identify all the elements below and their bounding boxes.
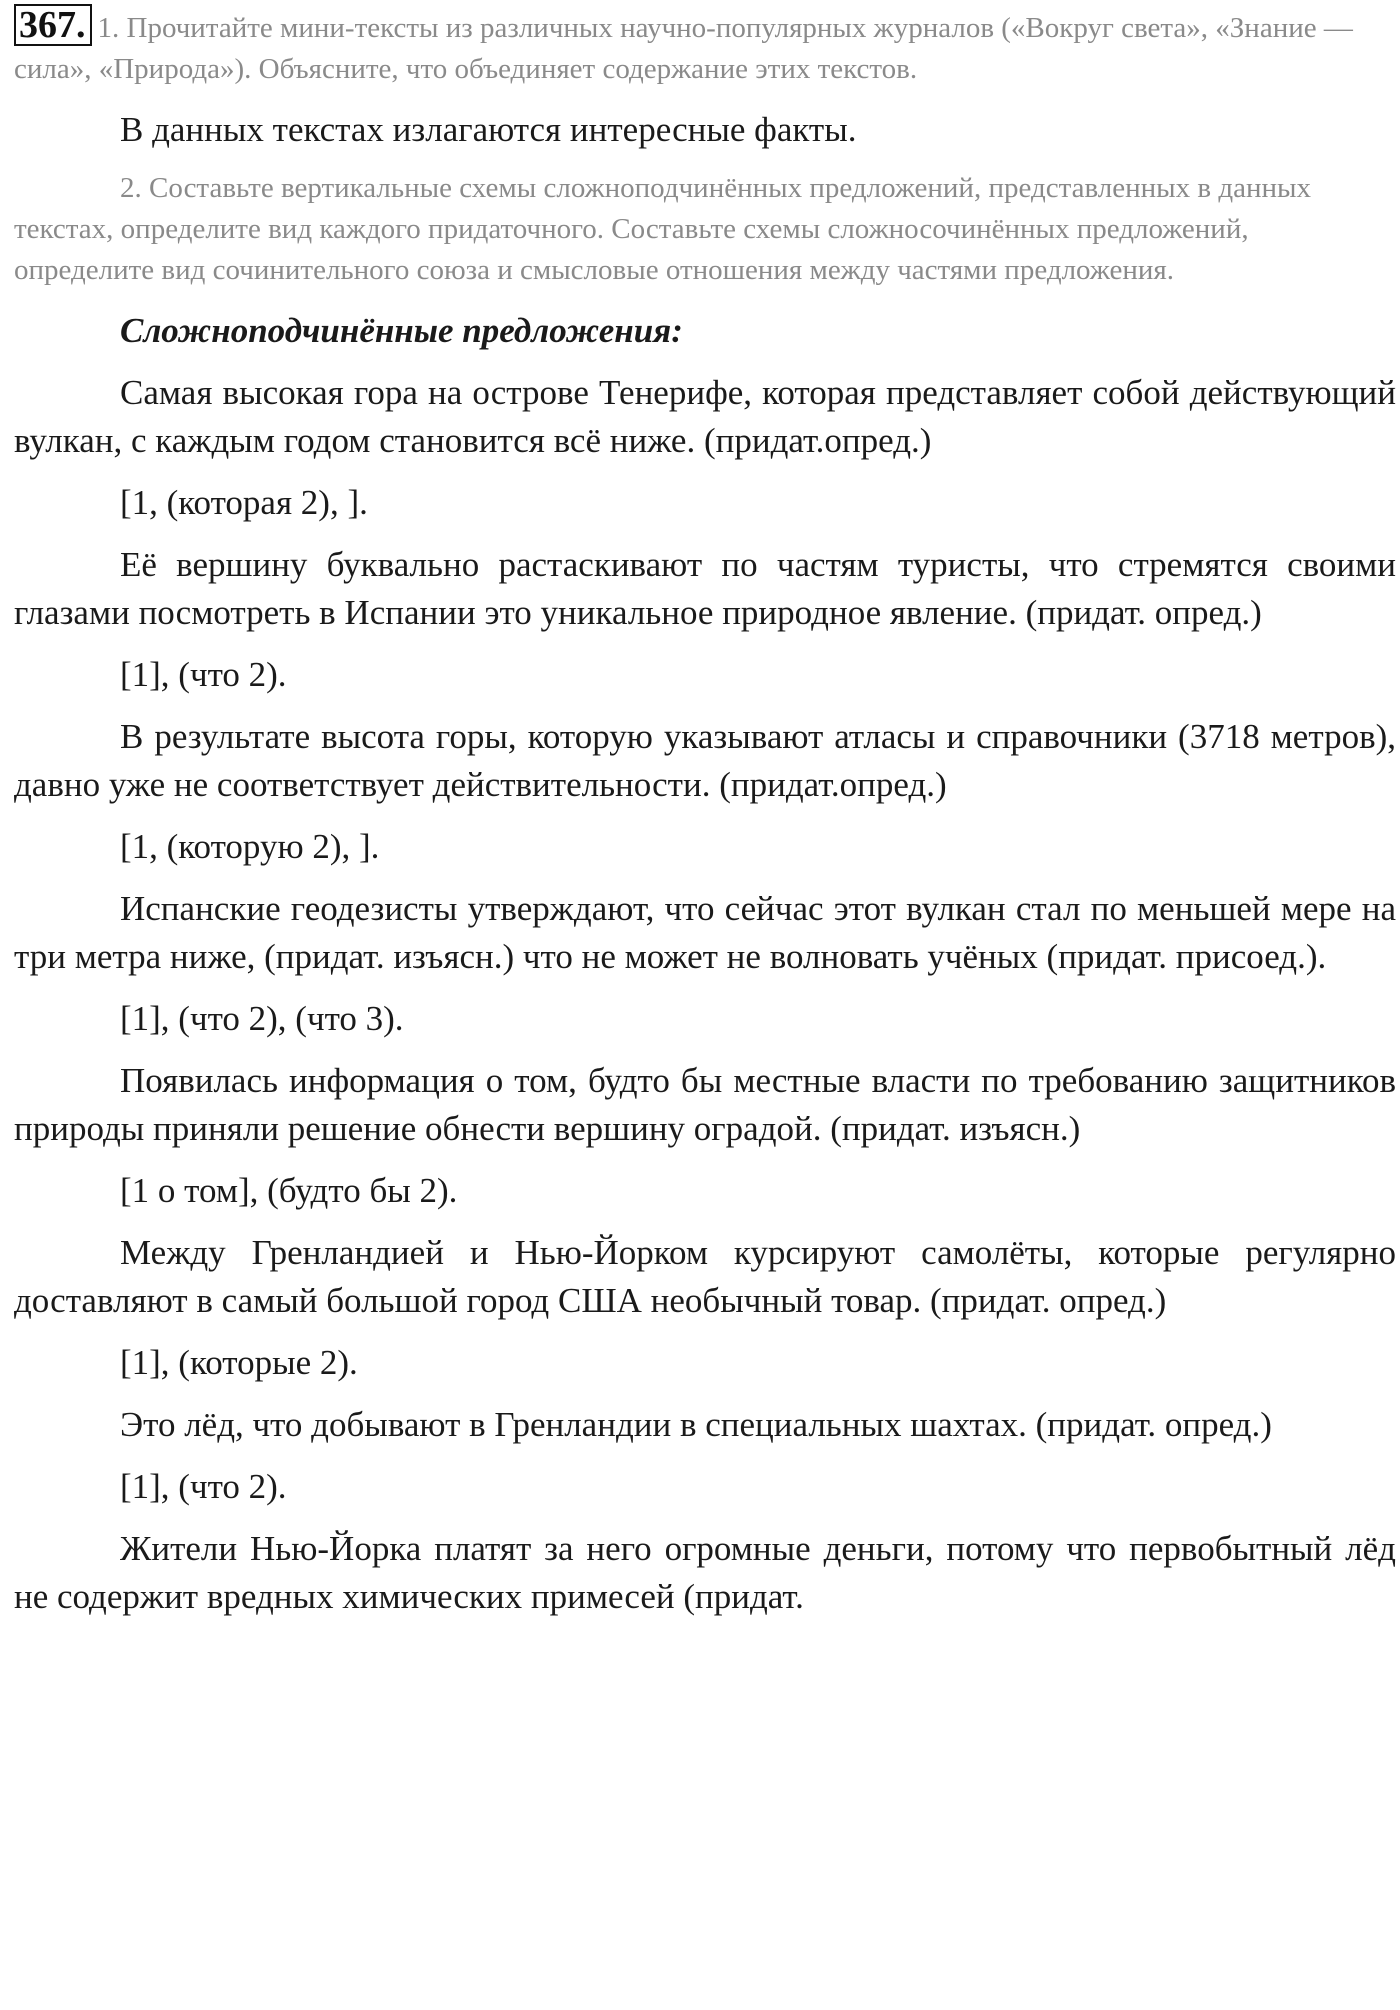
- scheme-4: [1], (что 2), (что 3).: [120, 999, 404, 1038]
- sentence-2: Её вершину буквально растаскивают по частям туристы, что стремятся своими глазами посмотреть в Испании это уникальное природное явление. (придат. опред.): [14, 545, 1396, 632]
- section-heading: Сложноподчинённые предложения:: [120, 311, 683, 350]
- task-1-answer: В данных текстах излагаются интересные факты.: [120, 110, 857, 149]
- sentence-6: Между Гренландией и Нью-Йорком курсируют самолёты, которые регулярно доставляют в самый большой город США необычный товар. (придат. опред.): [14, 1233, 1396, 1320]
- task-number: 367.: [14, 4, 92, 46]
- sentence-5: Появилась информация о том, будто бы местные власти по требованию защитников природы приняли решение обнести вершину оградой. (придат. изъясн.): [14, 1061, 1396, 1148]
- sentence-8: Жители Нью-Йорка платят за него огромные деньги, потому что первобытный лёд не содержит вредных химических примесей (придат.: [14, 1529, 1396, 1616]
- scheme-7: [1], (что 2).: [120, 1467, 287, 1506]
- textbook-page: [14, 4, 1396, 1621]
- task-1-instruction: [14, 4, 1396, 90]
- task-2-instruction: 2. Составьте вертикальные схемы сложноподчинённых предложений, представленных в данных текстах, определите вид каждого придаточного. Составьте схемы сложносочинённых предложений, определите вид сочинительного союза и смысловые отношения между частями предложения.: [14, 172, 1312, 286]
- scheme-6: [1], (которые 2).: [120, 1343, 358, 1382]
- sentence-1: Самая высокая гора на острове Тенерифе, которая представляет собой действующий вулкан, с каждым годом становится всё ниже. (придат.опред.): [14, 373, 1396, 460]
- scheme-3: [1, (которую 2), ].: [120, 827, 380, 866]
- sentence-3: В результате высота горы, которую указывают атласы и справочники (3718 метров), давно уже не соответствует действительности. (придат.опред.): [14, 717, 1396, 804]
- scheme-2: [1], (что 2).: [120, 655, 287, 694]
- task-1-text: 1. Прочитайте мини-тексты из различных научно-популярных журналов («Вокруг света», «Знание — сила», «Природа»). Объясните, что объединяет содержание этих текстов.: [14, 12, 1353, 85]
- scheme-5: [1 о том], (будто бы 2).: [120, 1171, 458, 1210]
- sentence-7: Это лёд, что добывают в Гренландии в специальных шахтах. (придат. опред.): [120, 1405, 1272, 1444]
- scheme-1: [1, (которая 2), ].: [120, 483, 368, 522]
- sentence-4: Испанские геодезисты утверждают, что сейчас этот вулкан стал по меньшей мере на три метра ниже, (придат. изъясн.) что не может не волновать учёных (придат. присоед.).: [14, 889, 1396, 976]
